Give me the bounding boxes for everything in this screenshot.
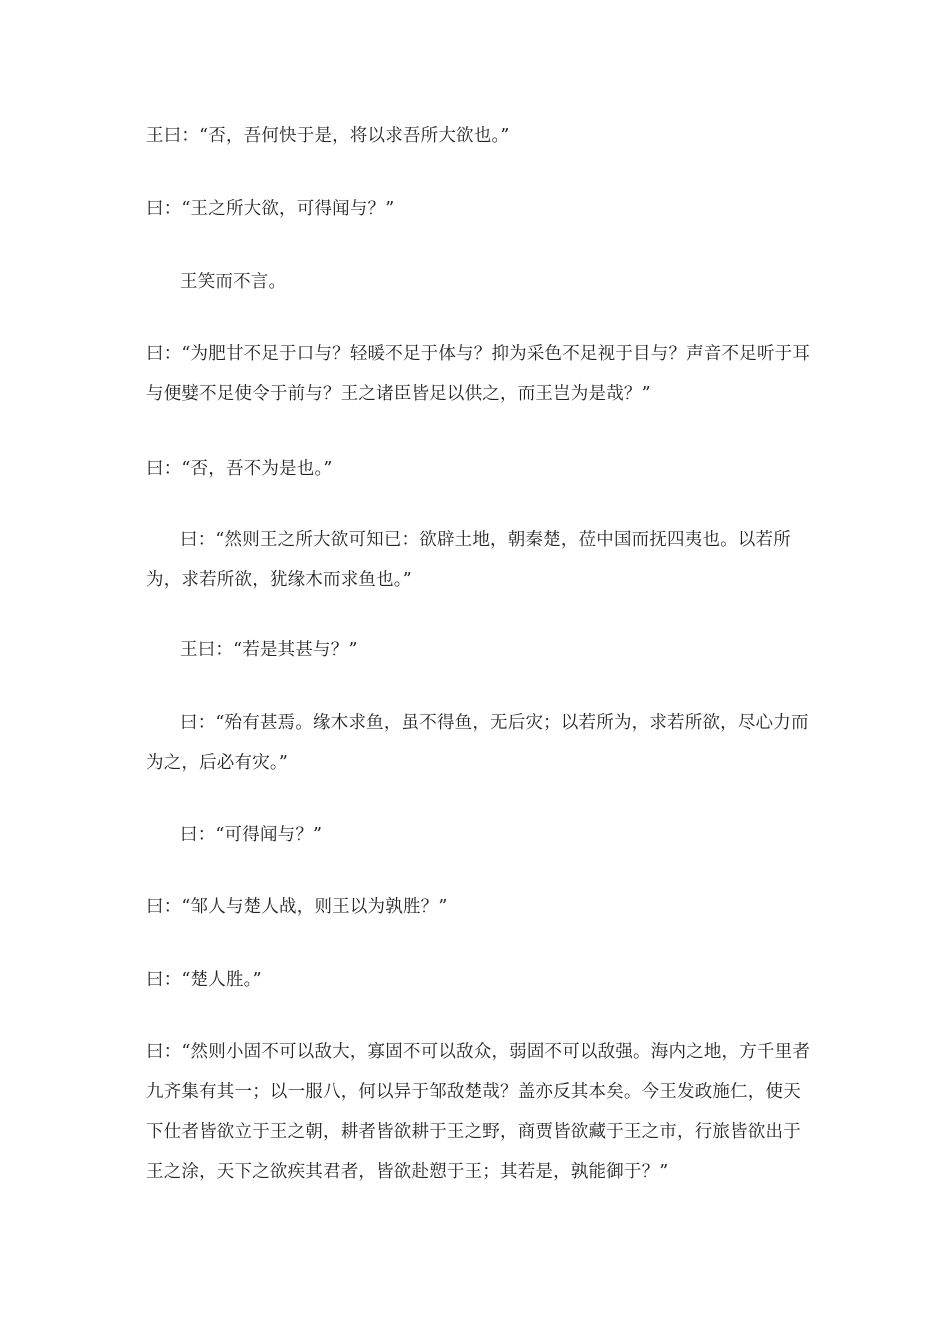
paragraph-11: 曰：“楚人胜。” <box>146 970 262 990</box>
paragraph-5: 曰：“否，吾不为是也。” <box>146 459 333 479</box>
paragraph-2: 曰：“王之所大欲，可得闻与？” <box>146 199 395 219</box>
paragraph-9: 曰：“可得闻与？” <box>180 825 323 845</box>
paragraph-8: 曰：“殆有甚焉。缘木求鱼，虽不得鱼，无后灾；以若所为，求若所欲，尽心力而为之，后必有灾。” <box>146 713 809 773</box>
paragraph-6: 曰：“然则王之所大欲可知已：欲辟土地，朝秦楚，莅中国而抚四夷也。以若所为，求若所欲，犹缘木而求鱼也。” <box>146 530 791 590</box>
paragraph-12: 曰：“然则小固不可以敌大，寡固不可以敌众，弱固不可以敌强。海内之地，方千里者九齐集有其一；以一服八，何以异于邹敌楚哉？盖亦反其本矣。今王发政施仁，使天下仕者皆欲立于王之朝，耕者皆欲耕于王之野，商贾皆欲藏于王之市，行旅皆欲出于王之涂，天下之欲疾其君者，皆欲赴愬于王；其若是，孰能御于？” <box>146 1042 811 1182</box>
paragraph-1: 王曰：“否，吾何快于是，将以求吾所大欲也。” <box>146 126 510 146</box>
paragraph-7: 王曰：“若是其甚与？” <box>180 640 358 660</box>
paragraph-4: 曰：“为肥甘不足于口与？轻暖不足于体与？抑为采色不足视于目与？声音不足听于耳与便嬖不足使令于前与？王之诸臣皆足以供之，而王岂为是哉？” <box>146 344 811 404</box>
paragraph-10: 曰：“邹人与楚人战，则王以为孰胜？” <box>146 897 448 917</box>
paragraph-3: 王笑而不言。 <box>180 272 287 292</box>
